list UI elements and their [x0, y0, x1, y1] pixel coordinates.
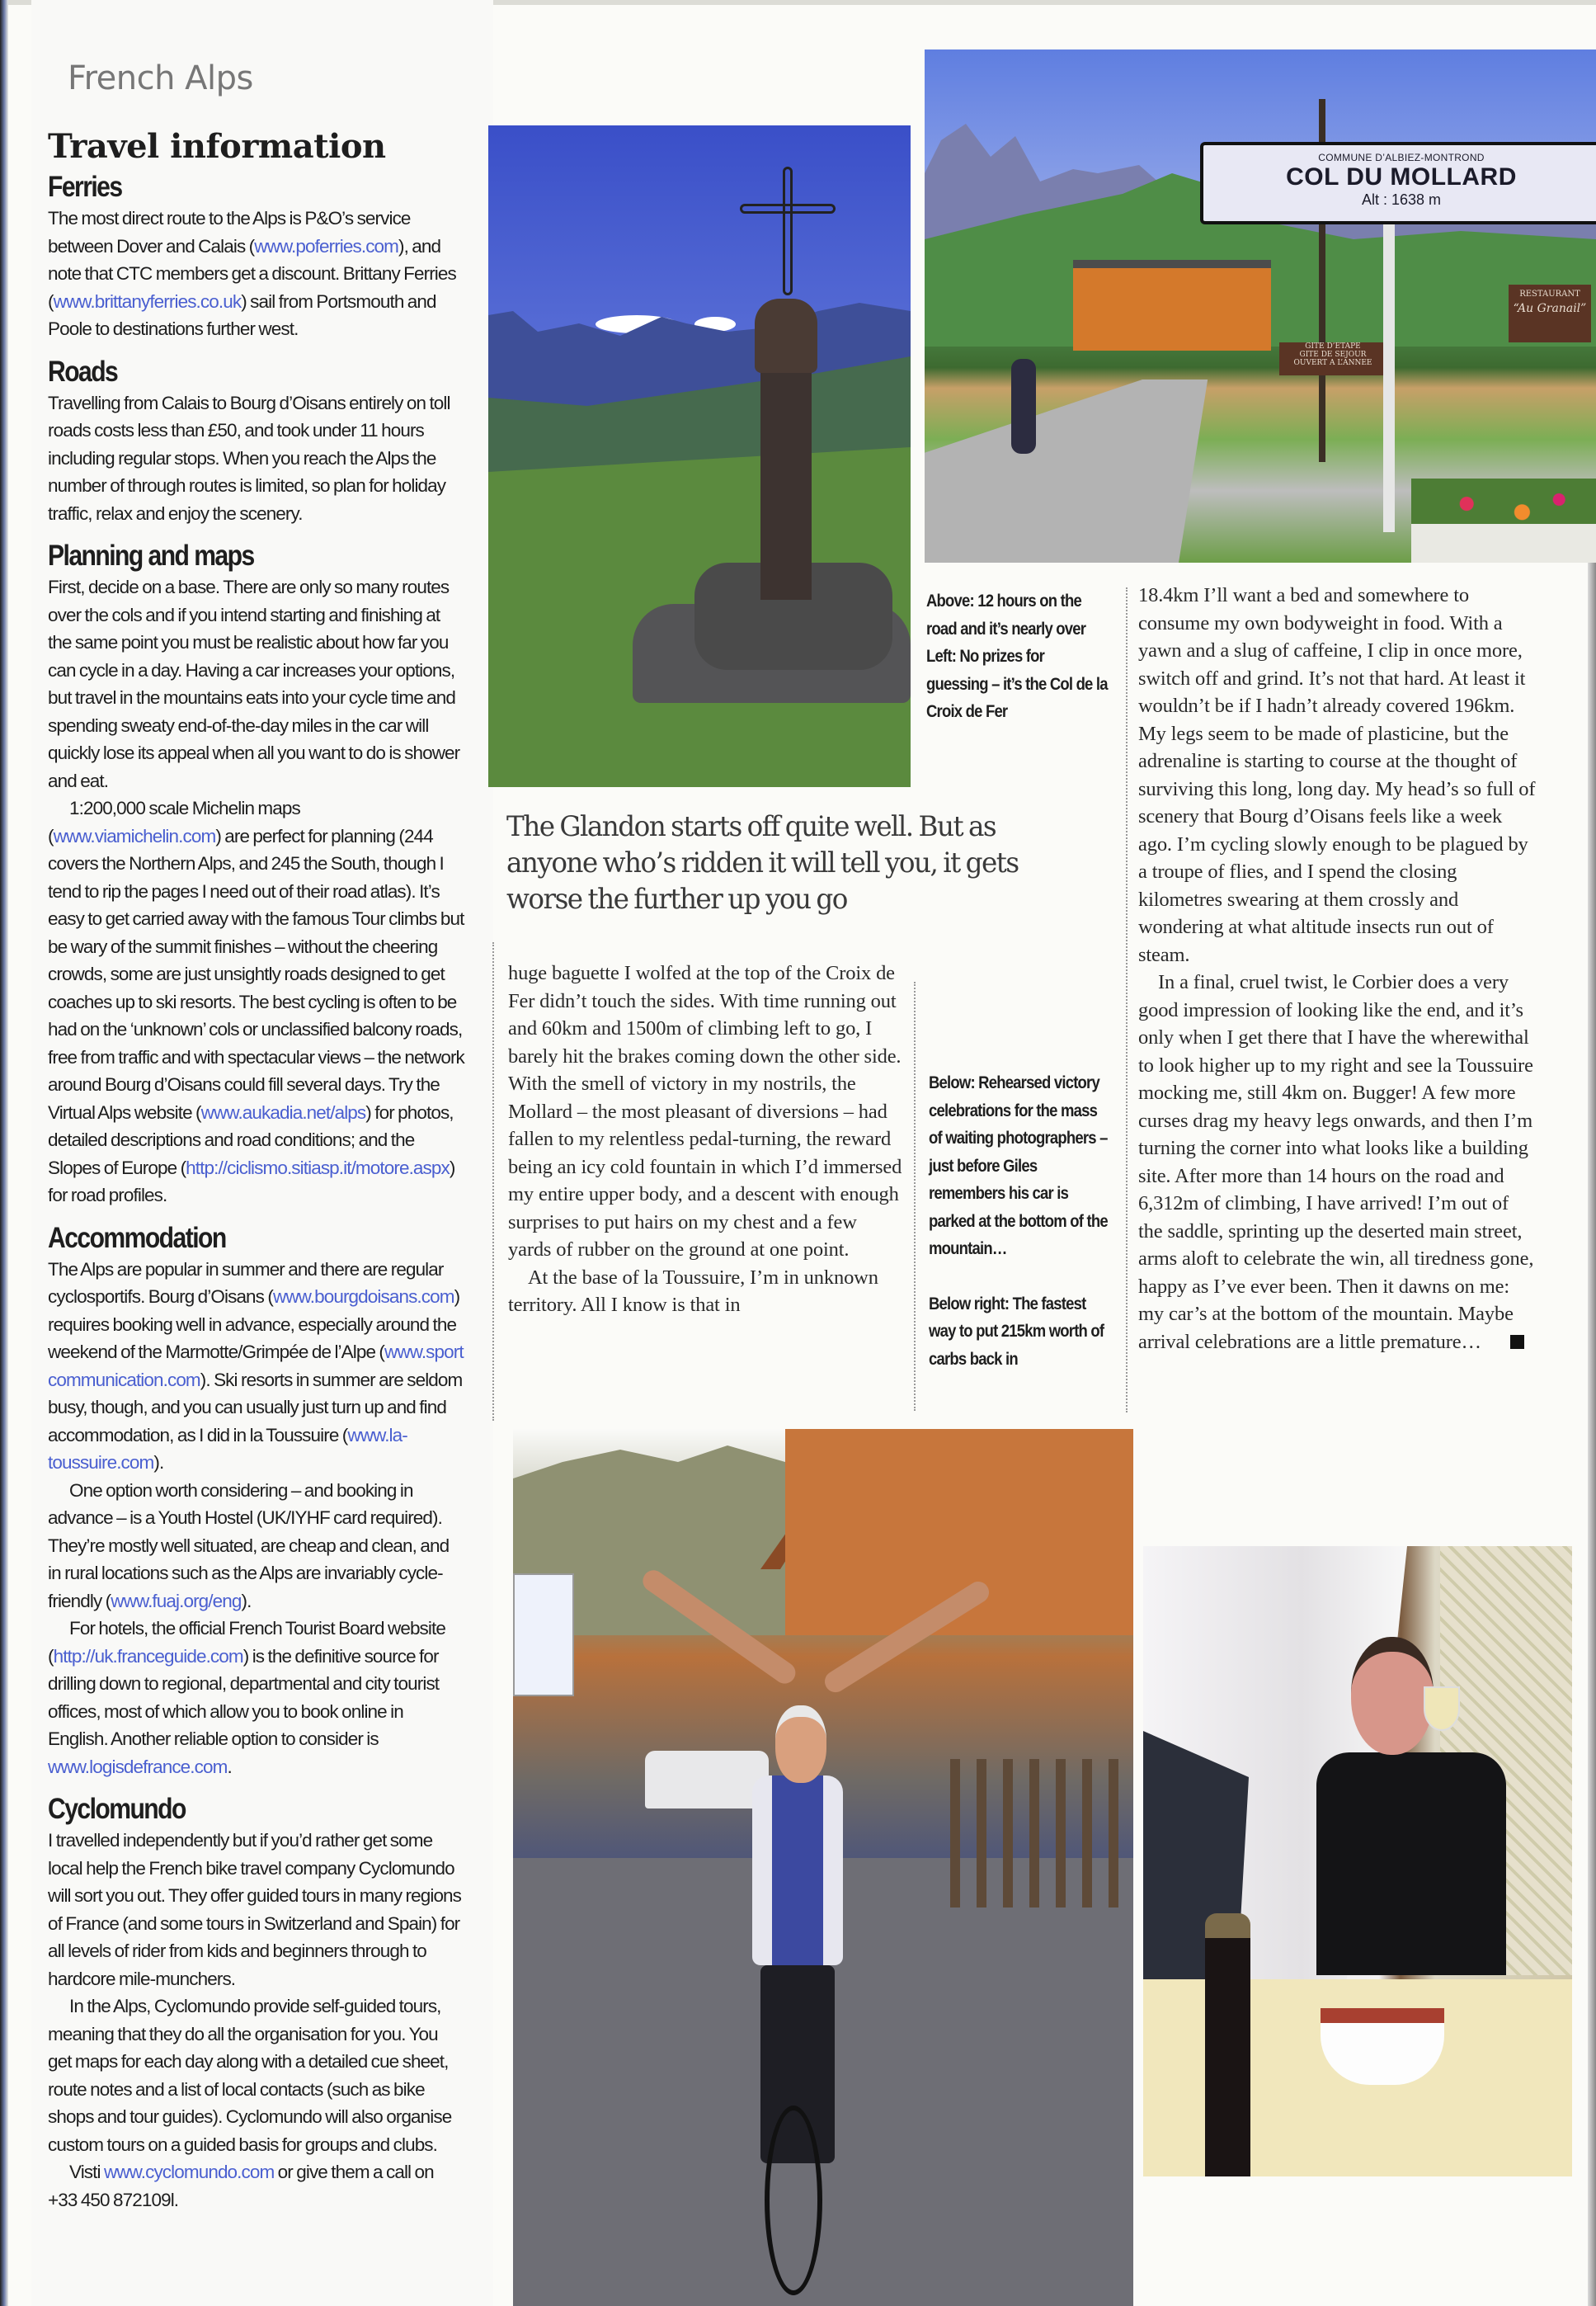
sidebar-heading: Planning and maps: [48, 540, 254, 572]
sign-commune: COMMUNE D’ALBIEZ-MONTROND: [1318, 152, 1485, 163]
gite-sign-line: GITE D’ETAPE: [1305, 342, 1361, 351]
web-link[interactable]: www.poferries.com: [254, 235, 399, 257]
cyclist: [1011, 359, 1036, 454]
section-tag: French Alps: [68, 59, 253, 97]
paragraph-text: ). Ski resorts in summer are seldom busy, though, and you can usually just turn up and find accommodation, as I did in la Toussuire (: [48, 1369, 463, 1445]
photo-victory-celebration: [513, 1429, 1133, 2306]
web-link[interactable]: www.cyclomundo.com: [103, 2162, 275, 2182]
wooden-bollards: [950, 1759, 1133, 1908]
pillar-cap: [755, 299, 817, 373]
article-paragraph: [1138, 969, 1536, 1356]
col-sign: [1200, 142, 1596, 224]
paragraph-text: ) requires booking well in advance, especially around the weekend of the Marmotte/Grimpée de l’Alpe (: [48, 1286, 460, 1362]
pasta-bowl: [1321, 2008, 1444, 2085]
paragraph-text: 1:200,000 scale Michelin maps (: [48, 798, 300, 846]
sidebar-paragraph: [48, 2158, 464, 2214]
article-paragraph: [508, 960, 902, 1264]
restaurant-sign-name: “Au Granail”: [1513, 302, 1587, 315]
photo-croix-de-fer: [488, 125, 911, 787]
paragraph-text: For hotels, the official French Tourist Board website (: [48, 1618, 445, 1667]
cyclist-head: [775, 1705, 826, 1783]
article-column-middle: [508, 960, 902, 1319]
article-text: At the base of la Toussuire, I’m in unknown territory. All I know is that in: [508, 1266, 878, 1316]
wine-bottle: [1205, 1913, 1250, 2176]
sidebar-section: [48, 539, 464, 1210]
web-link[interactable]: www.fuaj.org/eng: [111, 1590, 242, 1611]
pull-quote: The Glandon starts off quite well. But as anyone who’s ridden it will tell you, it gets worse the further up you go: [506, 810, 1019, 916]
page-spine-edge: [0, 0, 8, 2306]
sidebar-heading: Cyclomundo: [48, 1793, 186, 1825]
travel-info-content: [48, 125, 464, 2225]
caption-top: [926, 587, 1108, 726]
end-of-article-icon: [1510, 1335, 1524, 1349]
web-link[interactable]: www.brittanyferries.co.uk: [53, 290, 242, 312]
article-text: 18.4km I’ll want a bed and somewhere to consume my own bodyweight in food. With a yawn and a slug of caffeine, I clip in once more, switch off and grind. It’s not that hard. At least it wouldn’t be if I hadn’t already covered 196km. My legs seem to be made of plasticine, but the adrenaline is starting to course at the thought of surviving this long, long day. My head’s so full of scenery that Bourg d’Oisans feels like a week ago. I’m cycling slowly enough to be plagued by a troupe of flies, and I spend the closing kilometres swearing at them crossly and wondering at what altitude insects run out of steam.: [1138, 584, 1536, 966]
planter-box: [1411, 524, 1596, 563]
sign-altitude: Alt : 1638 m: [1361, 191, 1442, 208]
paragraph-text: In the Alps, Cyclomundo provide self-guided tours, meaning that they do all the organisation for you. You get maps for each day along with a detailed cue sheet, route notes and a list of local contacts (such as bike shops and tour guides). Cyclomundo will also organise custom tours on a guided basis for groups and clubs.: [48, 1996, 452, 2155]
bike-wheel: [765, 2106, 822, 2295]
sidebar-section: [48, 1221, 464, 1781]
sidebar-paragraph: [48, 1615, 464, 1780]
paragraph-text: First, decide on a base. There are only so many routes over the cols and if you intend starting and finishing at the same point you must be realistic about how far you can cycle in a day. Having a car increases your options, but travel in the mountains eats into your cycle time and spending sweaty end-of-the-day miles in the car will quickly lose its appeal when all you want to do is shower and eat.: [48, 577, 460, 791]
paragraph-text: Travelling from Calais to Bourg d’Oisans entirely on toll roads costs less than £50, and took under 11 hours including regular stops. When you reach the Alps the number of through routes is limited, so plan for holiday traffic, relax and enjoy the scenery.: [48, 392, 450, 524]
article-text: huge baguette I wolfed at the top of the Croix de Fer didn’t touch the sides. With time running out and 60km and 1500m of climbing left to go, I barely hit the brakes coming down the other side. With the smell of victory in my nostrils, the Mollard – the most pleasant of diversions – had fallen to my relentless pedal-turning, the reward being an icy cold fountain in which I’d immersed my entire upper body, and a descent with enough surprises to put hairs on my chest and a few yards of rubber on the ground at one point.: [508, 962, 902, 1261]
web-link[interactable]: www.aukadia.net/alps: [200, 1101, 366, 1123]
parked-van: [645, 1751, 769, 1808]
caption-spacer: [929, 1263, 1112, 1290]
paragraph-text: ) for photos, detailed descriptions and road conditions; and the Slopes of Europe (: [48, 1101, 454, 1178]
article-text: In a final, cruel twist, le Corbier does a very good impression of looking like the end, and it’s only when I get there that I have the wherewithal to look higher up to my right and see la Toussuire mocking me, still 4km on. Bugger! A few more curses drag my heavy legs onwards, and then I’m turning the corner into what looks like a building site. After more than 14 hours on the road and 6,312m of climbing, I have arrived! I’m out of the saddle, sprinting up the deserted main street, arms aloft to celebrate the win, all tiredness gone, happy as I’ve ever been. Then it dawns on me: my car’s at the bottom of the mountain. Maybe arrival celebrations are a little premature…: [1138, 971, 1534, 1353]
sign-post: [1383, 219, 1395, 532]
paragraph-text: The Alps are popular in summer and there are regular cyclosportifs. Bourg d’Oisans (: [48, 1258, 444, 1307]
paragraph-text: ) sail from Portsmouth and Poole to destinations further west.: [48, 290, 436, 339]
iron-cross-arm: [740, 204, 836, 214]
sidebar-paragraph: [48, 1477, 464, 1615]
article-column-right: [1138, 582, 1536, 1356]
village-sign: [513, 1573, 574, 1696]
sidebar-paragraph: [48, 1827, 464, 1992]
sidebar-sections: [48, 170, 464, 2214]
cyclist-jersey: [752, 1775, 843, 1965]
chalet-building: [1073, 260, 1271, 351]
iron-cross-icon: [783, 167, 793, 295]
paragraph-text: ).: [153, 1452, 164, 1473]
paragraph-text: ) for road profiles.: [48, 1157, 455, 1205]
caption-left: Left: No prizes for guessing – it’s the Col de la Croix de Fer: [926, 647, 1108, 721]
restaurant-sign-line: RESTAURANT: [1519, 290, 1580, 299]
man-head: [1351, 1637, 1434, 1755]
caption-above: Above: 12 hours on the road and it’s nearly over: [926, 592, 1086, 639]
web-link[interactable]: http://ciclismo.sitiasp.it/motore.aspx: [186, 1157, 450, 1178]
sidebar-heading: Ferries: [48, 171, 122, 203]
sidebar-paragraph: [48, 205, 464, 343]
web-link[interactable]: http://uk.franceguide.com: [53, 1645, 243, 1667]
paragraph-text: ).: [241, 1590, 252, 1611]
gite-sign-line: OUVERT A L’ANNEE: [1293, 359, 1372, 367]
dotted-divider: [914, 982, 916, 1411]
sidebar-paragraph: [48, 795, 464, 1210]
web-link[interactable]: www.sport communication.com: [48, 1342, 464, 1390]
web-link[interactable]: www.la-toussuire.com: [48, 1424, 407, 1473]
gite-sign-line: GITE DE SEJOUR: [1299, 351, 1367, 359]
sidebar-title: Travel information: [48, 127, 386, 166]
paragraph-text: ) is the definitive source for drilling down to regional, departmental and city tourist offices, most of which allow you to book online in English. Another reliable option to consider is: [48, 1645, 440, 1749]
wine-glass-icon: [1424, 1686, 1460, 1731]
article-paragraph: [1138, 582, 1536, 969]
paragraph-text: One option worth considering – and booking in advance – is a Youth Hostel (UK/IYHF card required). They’re mostly well situated, are cheap and clean, and in rural locations such as the Alps are invariably cycle-friendly (: [48, 1479, 450, 1611]
paragraph-text: or give them a call on +33 450 872109l.: [48, 2162, 434, 2210]
web-link[interactable]: www.bourgdoisans.com: [272, 1286, 454, 1307]
restaurant-sign: [1509, 285, 1591, 342]
paragraph-text: .: [227, 1756, 232, 1777]
caption-bottom: [929, 1069, 1112, 1373]
sidebar-paragraph: [48, 573, 464, 795]
sidebar-heading: Roads: [48, 355, 118, 388]
sign-col-name: COL DU MOLLARD: [1286, 163, 1517, 191]
paragraph-text: The most direct route to the Alps is P&O’s service between Dover and Calais (: [48, 208, 411, 257]
man-black-shirt: [1316, 1752, 1506, 1975]
sidebar-paragraph: [48, 389, 464, 528]
sidebar-section: [48, 170, 464, 343]
paragraph-text: ) are perfect for planning (244 covers the Northern Alps, and 245 the South, though I tend to rip the pages I need out of their road atlas). It’s easy to get carried away with the famous Tour climbs but be wary of the summit finishes – without the cheering crowds, some are just unsightly roads designed to get coaches up to ski resorts. The best cycling is often to be had on the ‘unknown’ cols or unclassified balcony roads, free from traffic and with spectacular views – the network around Bourg d’Oisans could fill several days. Try the Virtual Alps website (: [48, 825, 464, 1123]
web-link[interactable]: www.logisdefrance.com: [48, 1756, 228, 1777]
sidebar-paragraph: [48, 1256, 464, 1477]
article-paragraph: [508, 1264, 902, 1319]
sidebar-paragraph: [48, 1992, 464, 2158]
paragraph-text: I travelled independently but if you’d rather get some local help the French bike travel company Cyclomundo will sort you out. They offer guided tours in many regions of France (and some tours in Switzerland and Spain) for all levels of rider from kids and beginners through to hardcore mile-munchers.: [48, 1830, 462, 1989]
sidebar-section: [48, 355, 464, 528]
dotted-divider: [1126, 587, 1128, 1412]
paragraph-text: ), and note that CTC members get a discount. Brittany Ferries (: [48, 235, 456, 312]
photo-col-du-mollard: [925, 50, 1596, 563]
caption-below: Below: Rehearsed victory celebrations for the mass of waiting photographers – just before Giles remembers his car is parked at the bottom of the mountain…: [929, 1073, 1108, 1258]
paragraph-text: Visti: [69, 2162, 104, 2182]
sidebar-section: [48, 1792, 464, 2214]
photo-dinner: [1143, 1546, 1572, 2176]
dotted-divider: [492, 942, 494, 1421]
web-link[interactable]: www.viamichelin.com: [53, 825, 216, 846]
sidebar-heading: Accommodation: [48, 1221, 226, 1254]
caption-below-right: Below right: The fastest way to put 215km worth of carbs back in: [929, 1294, 1104, 1369]
gite-sign: [1279, 342, 1386, 375]
